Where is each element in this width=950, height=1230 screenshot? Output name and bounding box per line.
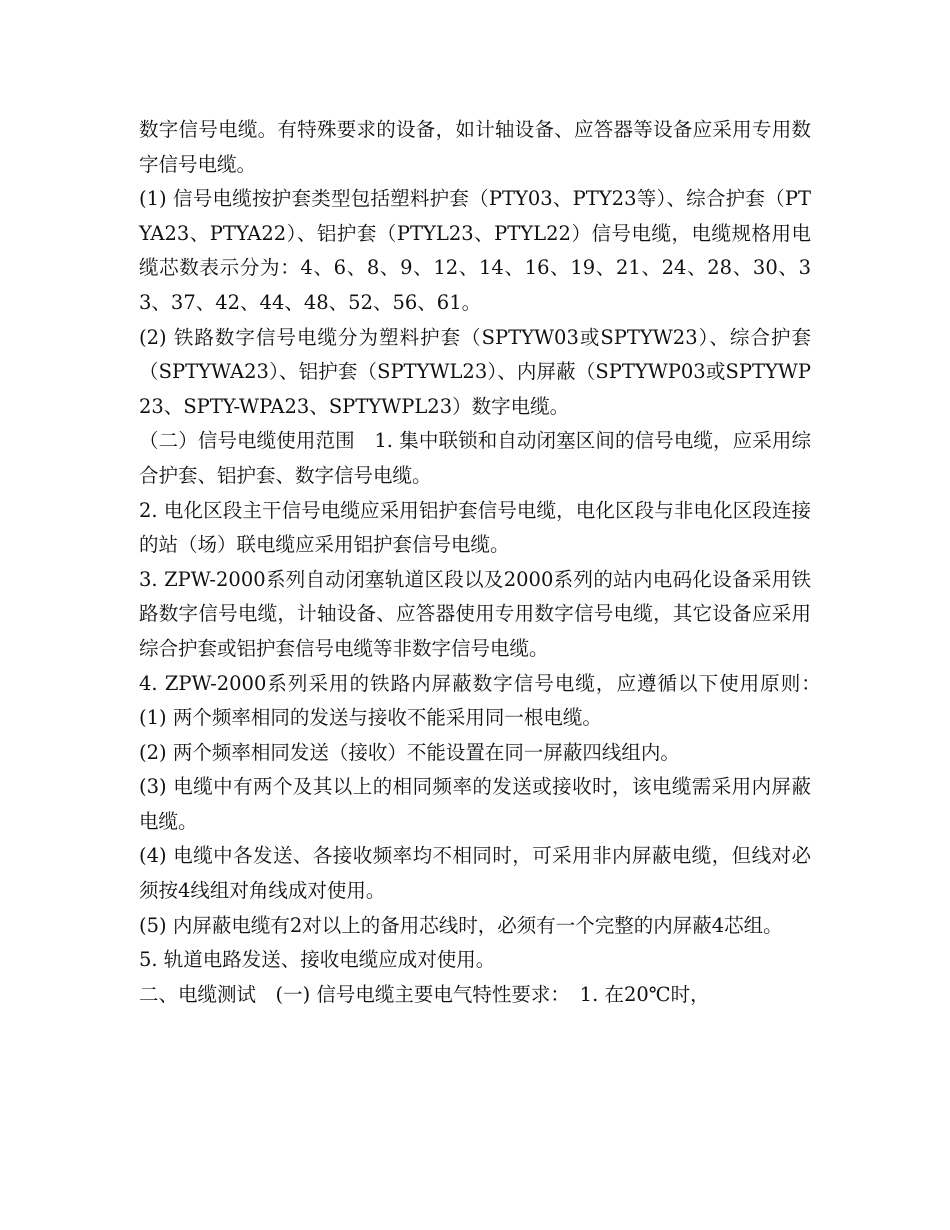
paragraph-digital-cable-types: (2) 铁路数字信号电缆分为塑料护套（SPTYW03或SPTYW23）、综合护套（SPTYWA23）、铝护套（SPTYWL23）、内屏蔽（SPTYWP03或SPTYWP23、SPTY-WPA23、SPTYWPL23）数字电缆。 xyxy=(139,325,811,418)
paragraph-zpw2000-system: 3. ZPW-2000系列自动闭塞轨道区段以及2000系列的站内电码化设备采用铁路数字信号电缆，计轴设备、应答器使用专用数字信号电缆，其它设备应采用综合护套或铝护套信号电缆等非数字信号电缆。 xyxy=(139,567,811,660)
paragraph-principle-2: (2) 两个频率相同发送（接收）不能设置在同一屏蔽四线组内。 xyxy=(139,740,680,764)
paragraph-signal-cable-sheath-types: (1) 信号电缆按护套类型包括塑料护套（PTY03、PTY23等）、综合护套（PTYA23、PTYA22）、铝护套（PTYL23、PTYL22）信号电缆，电缆规格用电缆芯数表示分为：4、6、8、9、12、14、16、19、21、24、28、30、33、37、42、44、48、52、56、61。 xyxy=(139,187,811,314)
paragraph-principle-5: (5) 内屏蔽电缆有2对以上的备用芯线时，必须有一个完整的内屏蔽4芯组。 xyxy=(139,913,783,937)
paragraph-usage-scope: （二）信号电缆使用范围 1. 集中联锁和自动闭塞区间的信号电缆，应采用综合护套、铝护套、数字信号电缆。 xyxy=(139,429,811,487)
paragraph-shielded-cable-principles: 4. ZPW-2000系列采用的铁路内屏蔽数字信号电缆，应遵循以下使用原则： (1) 两个频率相同的发送与接收不能采用同一根电缆。 xyxy=(139,671,831,730)
paragraph-cable-types-intro: 数字信号电缆。有特殊要求的设备，如计轴设备、应答器等设备应采用专用数字信号电缆。 xyxy=(139,118,811,176)
paragraph-cable-testing: 二、电缆测试 (一) 信号电缆主要电气特性要求： 1. 在20℃时， xyxy=(139,982,710,1006)
document-body xyxy=(139,113,831,1012)
paragraph-principle-4: (4) 电缆中各发送、各接收频率均不相同时，可采用非内屏蔽电缆，但线对必须按4线组对角线成对使用。 xyxy=(139,844,811,903)
paragraph-track-circuit-cables: 5. 轨道电路发送、接收电缆应成对使用。 xyxy=(139,948,496,972)
paragraph-principle-3: (3) 电缆中有两个及其以上的相同频率的发送或接收时，该电缆需采用内屏蔽电缆。 xyxy=(139,775,811,833)
paragraph-electrified-section: 2. 电化区段主干信号电缆应采用铝护套信号电缆，电化区段与非电化区段连接的站（场）联电缆应采用铝护套信号电缆。 xyxy=(139,498,811,557)
